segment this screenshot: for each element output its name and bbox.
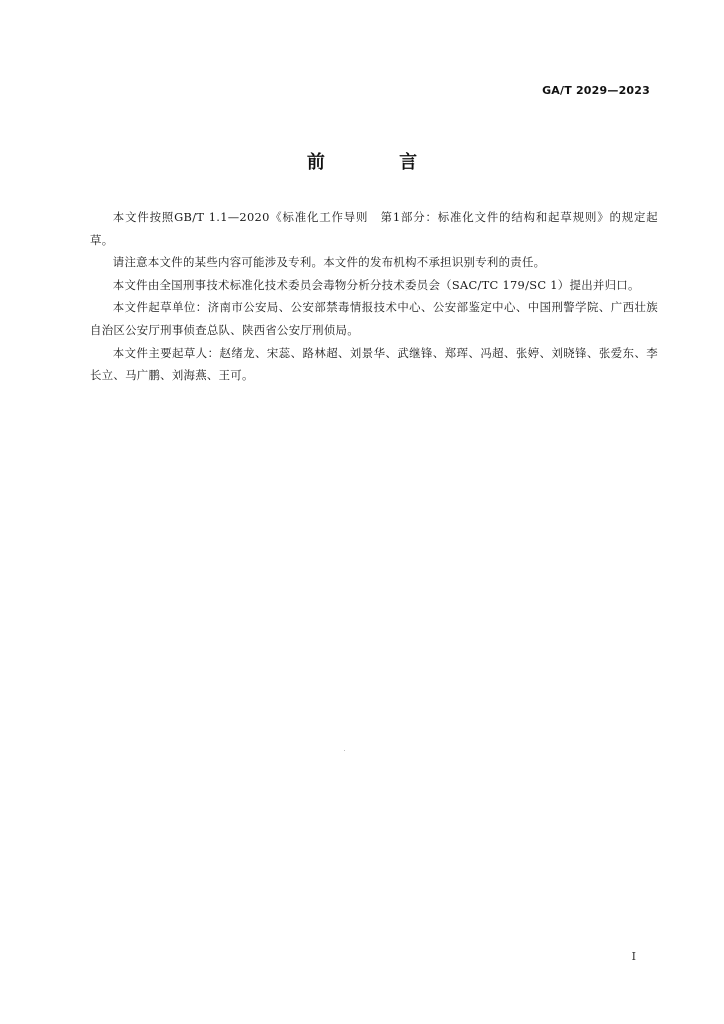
page-title: 前 言	[306, 152, 452, 173]
paragraph-drafters: 本文件主要起草人：赵绪龙、宋蕊、路林超、刘景华、武继锋、郑珲、冯超、张婷、刘晓锋、张爱东、李长立、马广鹏、刘海燕、王可。	[90, 345, 658, 383]
paragraph-patent-notice: 请注意本文件的某些内容可能涉及专利。本文件的发布机构不承担识别专利的责任。	[112, 255, 546, 270]
paragraph-proposer: 本文件由全国刑事技术标准化技术委员会毒物分析分技术委员会（SAC/TC 179/SC 1）提出并归口。	[112, 277, 640, 292]
paragraph-drafting-units: 本文件起草单位：济南市公安局、公安部禁毒情报技术中心、公安部鉴定中心、中国刑警学院、广西壮族自治区公安厅刑事侦查总队、陕西省公安厅刑侦局。	[90, 300, 658, 337]
standard-code: GA/T 2029—2023	[542, 84, 650, 97]
document-body	[90, 206, 658, 387]
page-number: I	[631, 950, 636, 963]
scan-speck	[344, 750, 345, 751]
paragraph-drafting-rules: 本文件按照GB/T 1.1—2020《标准化工作导则 第1部分：标准化文件的结构和起草规则》的规定起草。	[90, 210, 658, 247]
